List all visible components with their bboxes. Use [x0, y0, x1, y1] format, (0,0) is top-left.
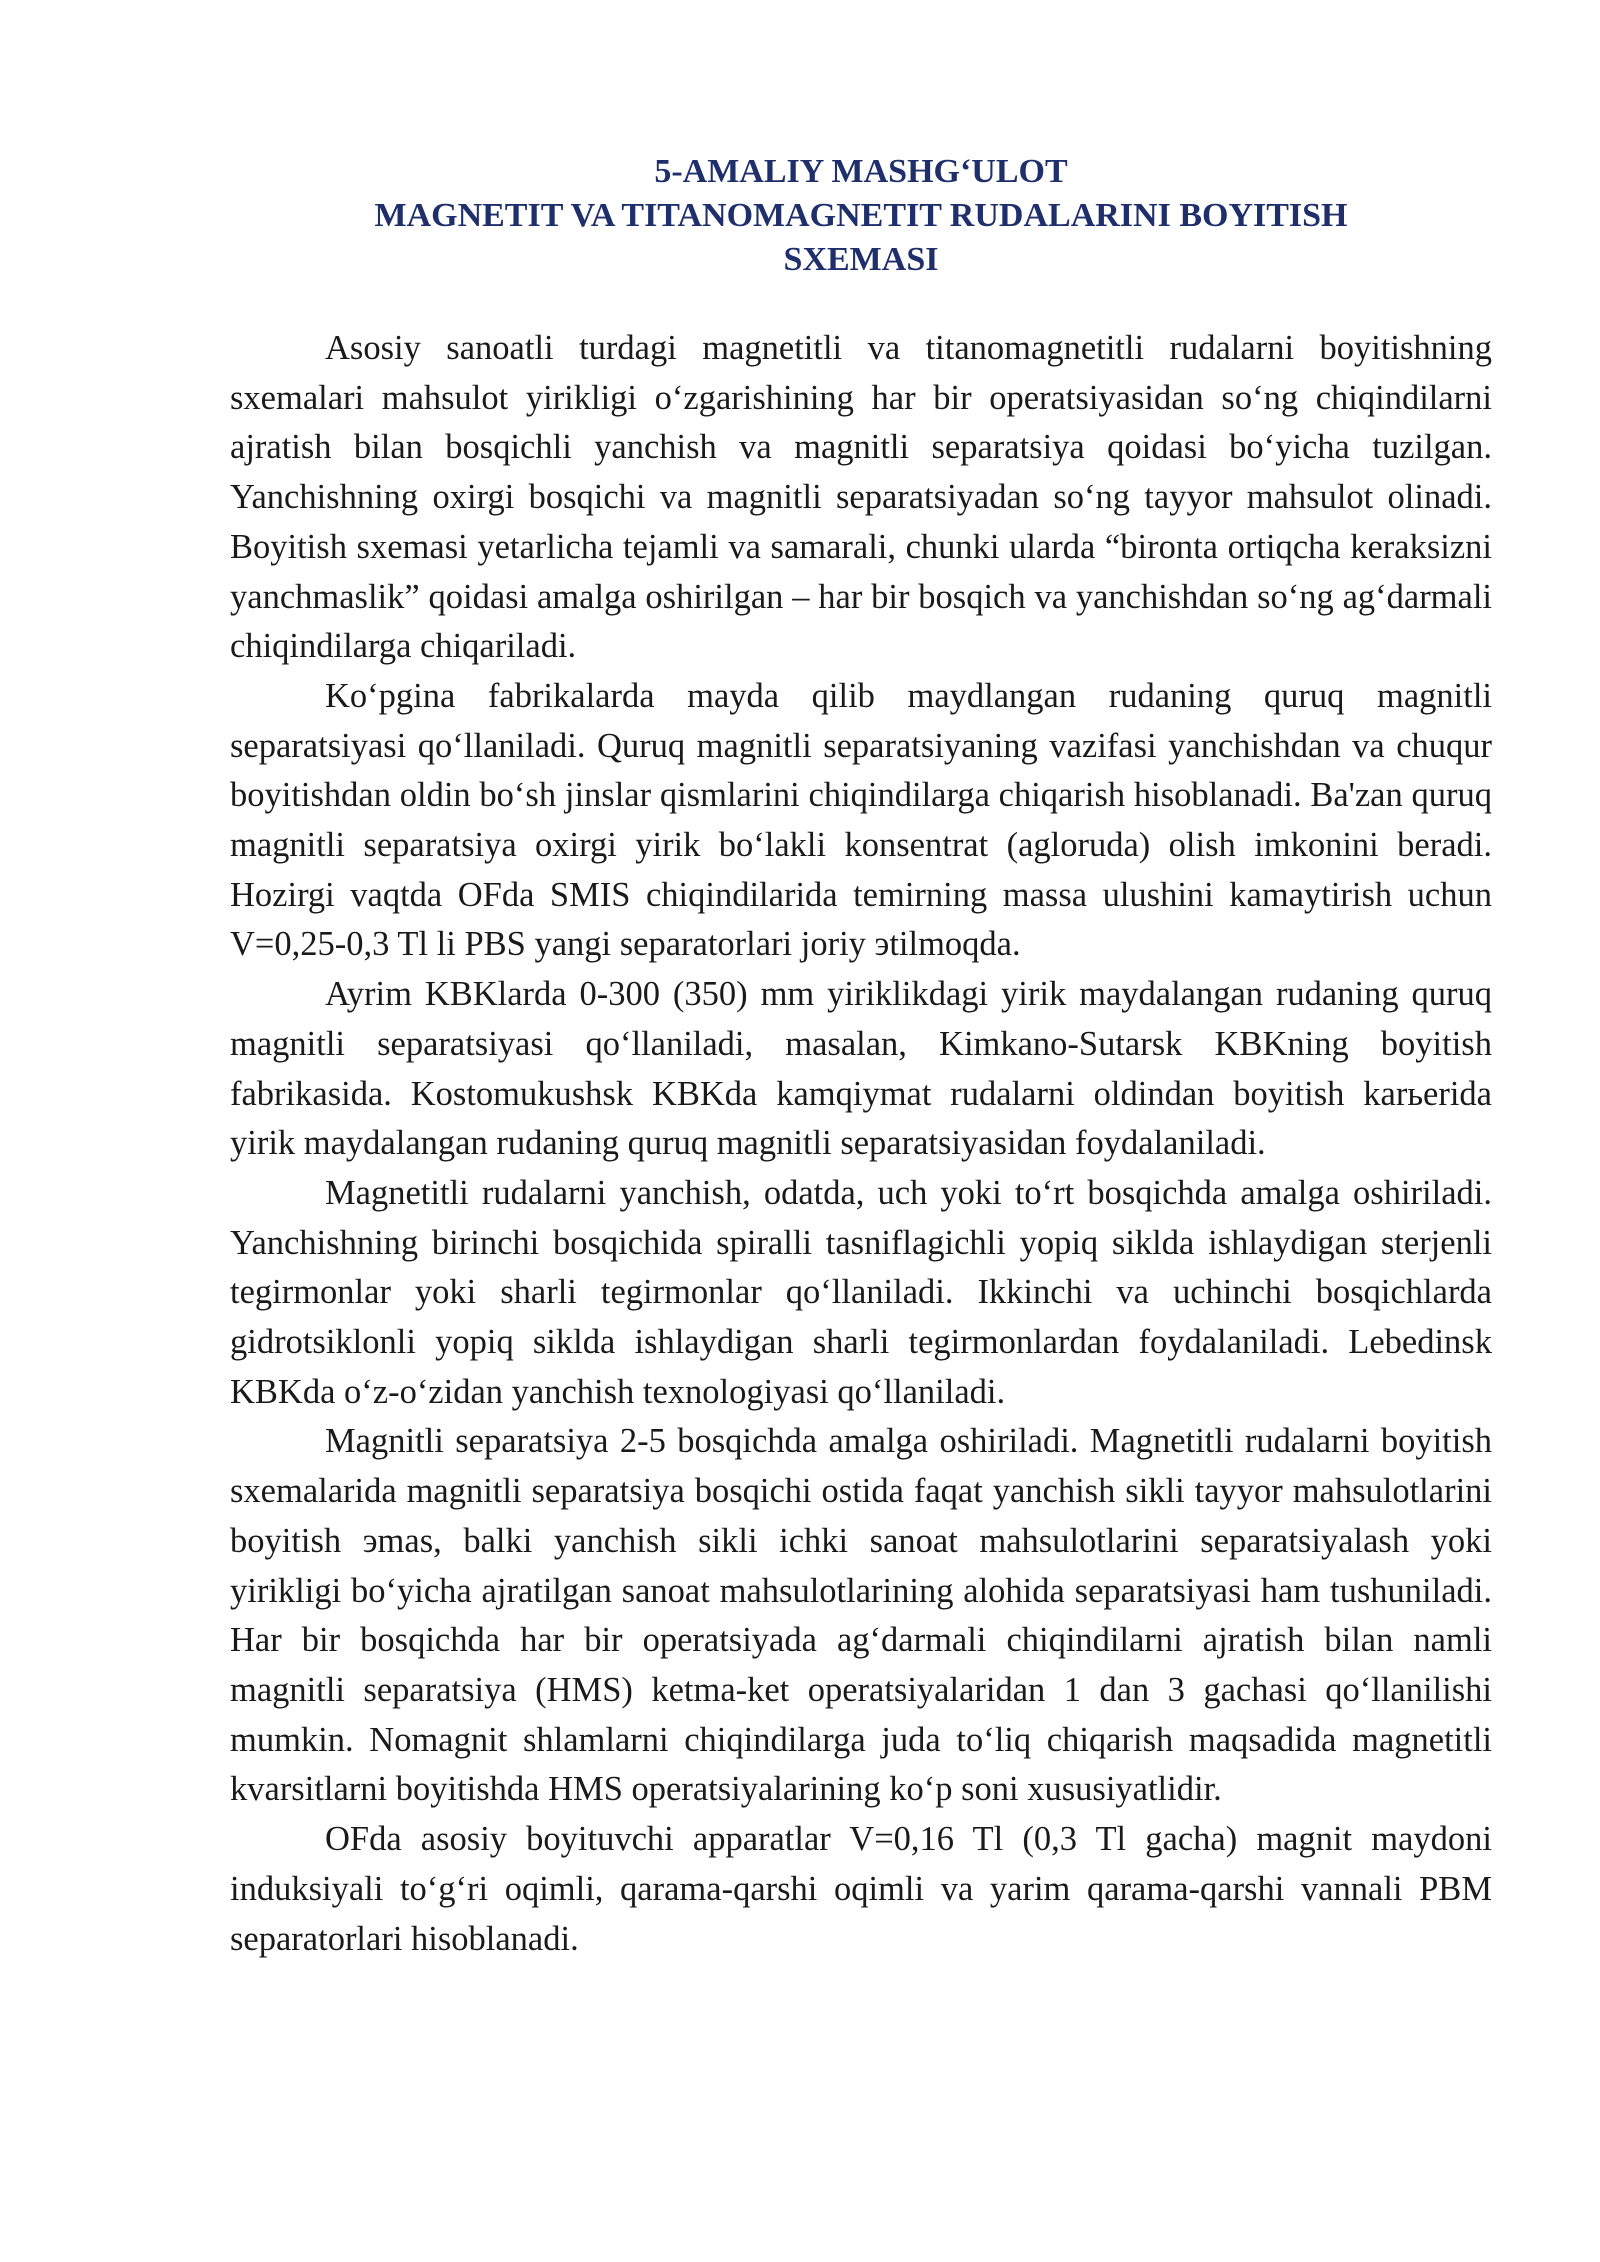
paragraph-2: Ko‘pgina fabrikalarda mayda qilib maydlangan rudaning quruq magnitli separatsiyasi qo‘llaniladi. Quruq magnitli separatsiyaning vazifasi yanchishdan va chuqur boyitishdan oldin bo‘sh jinslar qismlarini chiqindilarga chiqarish hisoblanadi. Ba'zan quruq magnitli separatsiya oxirgi yirik bo‘lakli konsentrat (agloruda) olish imkonini beradi. Hozirgi vaqtda OFda SMIS chiqindilarida temirning massa ulushini kamaytirish uchun V=0,25-0,3 Tl li PBS yangi separatorlari joriy эtilmoqda. — [230, 676, 1492, 964]
title-line-2: MAGNETIT VA TITANOMAGNETIT RUDALARINI BOYITISH — [374, 197, 1348, 234]
title-line-3: SXEMASI — [783, 241, 939, 278]
paragraph-6: OFda asosiy boyituvchi apparatlar V=0,16 Tl (0,3 Tl gacha) magnit maydoni induksiyali to‘g‘ri oqimli, qarama-qarshi oqimli va yarim qarama-qarshi vannali PBM separatorlari hisoblanadi. — [230, 1820, 1492, 1958]
paragraph-4: Magnetitli rudalarni yanchish, odatda, uch yoki to‘rt bosqichda amalga oshiriladi. Yanchishning birinchi bosqichida spiralli tasniflagichli yopiq siklda ishlaydigan sterjenli tegirmonlar yoki sharli tegirmonlar qo‘llaniladi. Ikkinchi va uchinchi bosqichlarda gidrotsiklonli yopiq siklda ishlaydigan sharli tegirmonlardan foydalaniladi. Lebedinsk KBKda o‘z-o‘zidan yanchish texnologiyasi qo‘llaniladi. — [230, 1173, 1492, 1411]
title-line-1: 5-AMALIY MASHG‘ULOT — [654, 153, 1068, 190]
page-title — [230, 150, 1492, 282]
body-text — [230, 324, 1492, 1964]
document-page — [230, 150, 1492, 1964]
paragraph-3: Ayrim KBKlarda 0-300 (350) mm yiriklikdagi yirik maydalangan rudaning quruq magnitli separatsiyasi qo‘llaniladi, masalan, Kimkano-Sutarsk KBKning boyitish fabrikasida. Kostomukushsk KBKda kamqiymat rudalarni oldindan boyitish karьerida yirik maydalangan rudaning quruq magnitli separatsiyasidan foydalaniladi. — [230, 975, 1492, 1163]
paragraph-1: Asosiy sanoatli turdagi magnetitli va titanomagnetitli rudalarni boyitishning sxemalari mahsulot yirikligi o‘zgarishining har bir operatsiyasidan so‘ng chiqindilarni ajratish bilan bosqichli yanchish va magnitli separatsiya qoidasi bo‘yicha tuzilgan. Yanchishning oxirgi bosqichi va magnitli separatsiyadan so‘ng tayyor mahsulot olinadi. Boyitish sxemasi yetarlicha tejamli va samarali, chunki ularda “bironta ortiqcha keraksizni yanchmaslik” qoidasi amalga oshirilgan – har bir bosqich va yanchishdan so‘ng ag‘darmali chiqindilarga chiqariladi. — [230, 329, 1492, 666]
paragraph-5: Magnitli separatsiya 2-5 bosqichda amalga oshiriladi. Magnetitli rudalarni boyitish sxemalarida magnitli separatsiya bosqichi ostida faqat yanchish sikli tayyor mahsulotlarini boyitish эmas, balki yanchish sikli ichki sanoat mahsulotlarini separatsiyalash yoki yirikligi bo‘yicha ajratilgan sanoat mahsulotlarining alohida separatsiyasi ham tushuniladi. Har bir bosqichda har bir operatsiyada ag‘darmali chiqindilarni ajratish bilan namli magnitli separatsiya (HMS) ketma-ket operatsiyalaridan 1 dan 3 gachasi qo‘llanilishi mumkin. Nomagnit shlamlarni chiqindilarga juda to‘liq chiqarish maqsadida magnetitli kvarsitlarni boyitishda HMS operatsiyalarining ko‘p soni xususiyatlidir. — [230, 1422, 1492, 1809]
